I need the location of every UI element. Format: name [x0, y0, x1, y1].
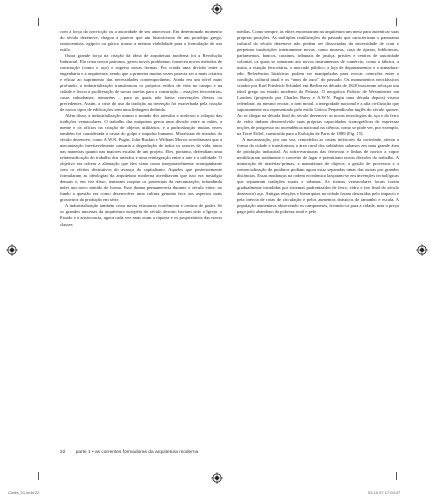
paragraph: A industrialização também criou novas estruturas econômicas e centros de poder. Se os grandes mecenas da arquitetura européia do século dezoito haviam sido a Igreja, o Estado e a aristocracia, agora cada vez mais eram a riqueza e os proprietários das novas classes [60, 203, 222, 227]
paragraph: com a força da convicção ou a autoridade de seu antecessor. Em determinado momento do século dezenove, chegou a parecer que um historicismo de um protótipo grego, renascentista, egípcio ou gótico trouxe a mesma viabilidade para a formulação de um estilo. [60, 29, 222, 53]
page-number: 22 [60, 450, 66, 455]
registration-mark-top [211, 3, 223, 15]
crop-mark-bottom-right [396, 472, 397, 480]
paragraph: Além disso, a industrialização minou o mundo dos artesãos e acelerou o colapso das tradições vernaculares. O trabalho das máquinas gerou uma divisão entre as mãos, a mente e os ofícios na criação de objetos utilitários, e a padronização muitas vezes também foi considerada a causa do golpe e impulso humano. Moralistas de meados do século dezenove, como A.W.N. Pugin, John Ruskin e William Morris acreditavam que a mecanização inevitavelmente causaria a degradação de todos os setores da vida, tanto nas maneiras quanto nas maiores escalas de um projeto. Eles, portanto, defendiam uma reintensificação do trabalho dos artesãos e uma reintegração entre a arte e a utilidade. O objetivo era refrear a alienação que eles viam como inseparavelmente acompanhante com os efeitos destrutivos do avanço do capitalismo. Aqueles que posteriormente formularam as ideologias da arquitetura moderna acreditavam que isso era nostalgia demais e, em vez disso, tentaram cooptar os potenciais da mecanização, infundindo neles um novo sentido de forma. Esse drama permaneceria durante o século vinte: no fundo a questão era como desenvolver uma cultura genuína face aos aspectos mais grosseiros da produção em série. [60, 113, 222, 203]
crop-mark-top-right [396, 18, 397, 26]
slug-timestamp: 03.10.07 17:03:47 [368, 490, 401, 495]
slug-file-name: Curtis_01.indd 22 [8, 490, 40, 495]
running-head: parte 1 • as correntes formadoras da arquitetura moderna [75, 450, 199, 455]
paragraph: médias. Como sempre, as elites encontraram na arquitetura um meio para autenticar suas próprias posições. As múltiplas reutilizações do passado que caracterizam o panorama cultural do século dezenove não podem ser dissociadas da necessidade de criar e perpetuar instituições inteiramente novas, como museus, casa de óperas, bibliotecas, parlamentos, bancos, cassinos, tribunais de justiça, prisões e centros de autoridade colonial, os quais se somaram aos novos instrumentos de comércio, como a fábrica, a usina, a estação ferroviária, o mercado público, a loja de departamentos e a armadura-edu. Referências históricas podem ser manipuladas para evocar conexões entre a condição cultural atual e os “anos de ouro” do passado. Os monumentos neoclássicos criados por Karl Friedrich Schinkel em Berlim na década de 1820 buscavam reforçar um ideal grego no estado moderno da Prússia. O neogótico Palácio de Westminster em Londres (projetado por Charles Barry e A.W.N. Pugin uma década depois) visava relembrar, ou mesmo recriar, o tom moral, a integridade nacional e a alta civilização que supostamente era representada pelo estilo Gótico Perpendicular inglês do século quinze. Ao se chegar na década final do século dezenove, as novas tecnologias do aço e do ferro de vidro tinham desenvolvido suas próprias capacidades iconográficas de expressar noções de progresso ou ascendência nacional na ciência, como se pode ver, por exemplo, na Torre Eiffel, construída para a Exibição de Paris de 1889 (Fig. 15). [237, 29, 399, 137]
paragraph: A mecanização, por sua vez, remodelou as castas inferiores da sociedade, afetou a forma da cidade e transformou a área rural dos subúrbios urbanos em uma grande área de produção industrial. As infra-estruturas das ferrovias e linhas de navios a vapor modificaram totalmente o conceito de lugar e permitiram novas divisões do trabalho. A mineração de matérias-primas, a manufatura de objetos, a gestão de processos e a comercialização de produtos podiam agora estar separadas umas das outras por grandes distâncias. Essas mudanças na ordem econômica lançaram-se em invenções tecnológicas que separaram tradições rurais e urbanas. As formas vernaculares locais foram gradualmente invadidas por sistemas padronizados de ferro, vidro e (no final do século dezenove) aço. Antigas relações e hierarquias na cidade foram destruídas pelo impacto e pela inércia de rotas de circulação e pelos aumentos drásticos de tamanho e escala. A população aumentava absorvendo os camponeses, levando-os para a cidade, mas o preço pago pelo abandono da pobreza rural e pelo [237, 137, 399, 215]
page-footer [60, 450, 198, 455]
registration-mark-right [416, 244, 428, 256]
body-text-left-column [60, 29, 222, 228]
crop-mark-bottom-left [38, 472, 39, 480]
registration-mark-left [6, 244, 18, 256]
crop-mark-top-left [38, 18, 39, 26]
paragraph: Outra grande força na criação da ideia de arquitetura moderna foi a Revolução Industrial. Ela criou novos patronos, gerou novos problemas, forneceu novos métodos de construção (como o aço) e sugeriu novas formas. Foi criada uma divisão entre a engenharia e a arquitetura, sendo que a primeira muitas vezes parecia ser a mais criativa e eficaz ao suprimento das necessidades contemporâneas. Ainda em um nível mais profundo, a industrialização transformou os próprios estilos de vida no campo e na cidade e levou à proliferação de novas tarefas para a construção – estações ferroviárias, casas suburbanas, armazéns – para as quais não havia convenções óbvias ou precedentes. Assim, a crise do uso da tradição na invenção foi exacerbada pela criação de novos tipos de edificações sem uma linhagem definida. [60, 53, 222, 113]
registration-mark-bottom [211, 472, 223, 484]
body-text-right-column [237, 29, 399, 215]
